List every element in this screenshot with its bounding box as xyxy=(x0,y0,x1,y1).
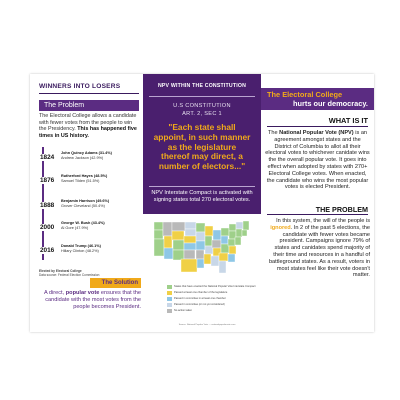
timeline-names xyxy=(61,199,109,210)
left-column xyxy=(30,74,143,332)
timeline-entry xyxy=(39,244,143,262)
map-credit: Source: National Popular Vote — nationalpopularvote.com xyxy=(178,324,236,326)
problem-bold: This has happened five times in US history. xyxy=(39,126,137,139)
footnote xyxy=(39,270,139,278)
problem-text xyxy=(39,113,141,139)
timeline-loser: Samuel Tilden (51.5%) xyxy=(61,179,100,184)
timeline-loser: Andrew Jackson (42.9%) xyxy=(61,156,104,161)
problem-highlight: ignored xyxy=(270,224,291,231)
legend-item xyxy=(167,308,257,314)
legend-label: States that have enacted the National Popular Vote Interstate Compact xyxy=(174,285,256,288)
what-post: is an agreement amongst states and the District of Columbia to allot all their electoral votes to whichever canidate wins the the overall popular vote. It goes into effect when adopted by states with 270+ Electoral College votes. When enacted, the candidate who wins the most popular votes is elected President. xyxy=(265,130,370,191)
section-heading: NPV WITHIN THE CONSTITUTION xyxy=(157,83,247,89)
solution-highlight: popular vote xyxy=(65,290,100,296)
timeline-winner: Donald Trump (46.1%) xyxy=(61,244,101,248)
solution-title-bar: The Solution xyxy=(90,278,141,288)
legend-label: Passed in committee in at least one chamber xyxy=(174,297,226,300)
timeline-entry xyxy=(39,151,143,169)
problem-body: The Electoral College allows a candidate with fewer votes from the people to win the Presidency. xyxy=(39,113,137,133)
legend-label: Passed at least one chamber of the legislature xyxy=(174,291,228,294)
solution-post: ensures that the candidate with the most votes from the people becomes President. xyxy=(45,290,141,310)
section-heading: WHAT IS IT xyxy=(328,116,368,125)
timeline-loser: Al Gore (47.9%) xyxy=(61,226,89,231)
footnote-line: Elected by Electoral College xyxy=(39,269,82,273)
timeline-winner: Rutherford Hayes (48.5%) xyxy=(61,174,108,178)
timeline-year: 1888 xyxy=(40,202,55,209)
timeline-winner: George W. Bush (43.4%) xyxy=(61,221,105,225)
legend-label: Passed in committee (or not yet considered) xyxy=(174,303,225,306)
divider xyxy=(267,214,368,215)
headline-banner xyxy=(261,88,374,110)
constitution-quote: "Each state shall appoint, in such manner as the legislature thereof may direct, a number of electors..." xyxy=(153,122,251,172)
us-map-image xyxy=(148,220,256,284)
problem-pre: In this system, the will of the people is xyxy=(276,218,370,224)
timeline-winner: Benjamin Harrison (49.6%) xyxy=(61,199,110,203)
headline-line: The Electoral College xyxy=(267,90,343,99)
npv-note: NPV Interstate Compact is activated with signing states total 270 electoral votes. xyxy=(151,190,253,203)
timeline-names xyxy=(61,151,112,162)
legend-swatch xyxy=(167,291,172,295)
timeline-entry xyxy=(39,221,143,239)
problem-title-bar: The Problem xyxy=(39,100,139,111)
constitution-article: ART. 2, SEC 1 xyxy=(182,111,222,117)
timeline-entry xyxy=(39,174,143,192)
legend-swatch xyxy=(167,309,172,313)
timeline-year: 2016 xyxy=(40,247,55,254)
brochure-sheet xyxy=(30,74,374,332)
right-column xyxy=(261,74,374,332)
constitution-title: U.S CONSTITUTION xyxy=(173,103,231,109)
timeline-names xyxy=(61,221,105,232)
timeline-loser: Grover Cleveland (50.4%) xyxy=(61,204,105,209)
section-heading: WINNERS INTO LOSERS xyxy=(39,83,121,90)
timeline-year: 2000 xyxy=(40,224,55,231)
footnote-line: Data source: Federal Election Commission xyxy=(39,272,100,277)
solution-pre: A direct, xyxy=(43,290,65,296)
timeline-names xyxy=(61,174,107,185)
timeline-year: 1876 xyxy=(40,177,55,184)
headline-line: hurts our democracy. xyxy=(292,99,368,108)
divider xyxy=(39,93,139,94)
divider xyxy=(149,186,255,187)
what-bold: National Popular Vote (NPV) xyxy=(279,130,354,136)
legend-label: No action taken xyxy=(174,309,193,312)
what-is-it-text xyxy=(265,130,370,191)
what-pre: The xyxy=(267,130,278,136)
legend-swatch xyxy=(167,285,172,289)
timeline-loser: Hillary Clinton (48.2%) xyxy=(61,249,99,254)
legend-swatch xyxy=(167,303,172,307)
timeline-winner: John Quincy Adams (31.4%) xyxy=(61,151,112,155)
constitution-panel xyxy=(143,74,261,214)
map-legend xyxy=(167,284,257,314)
divider xyxy=(267,126,368,127)
problem-text xyxy=(265,218,370,279)
divider xyxy=(149,96,255,97)
section-heading: THE PROBLEM xyxy=(315,205,368,214)
timeline-entry xyxy=(39,199,143,217)
problem-post: . In 2 of the past 5 elections, the candidate with fewer votes became president. Campaigns ignore 79% of states and canidates spend majority of their time and resources in a handful of battleground states. As a result, voters in most states feel like their vote doesn't matter. xyxy=(268,224,370,279)
timeline-names xyxy=(61,244,101,255)
timeline-year: 1824 xyxy=(40,154,55,161)
middle-column xyxy=(143,74,261,332)
solution-text xyxy=(36,290,141,310)
legend-swatch xyxy=(167,297,172,301)
